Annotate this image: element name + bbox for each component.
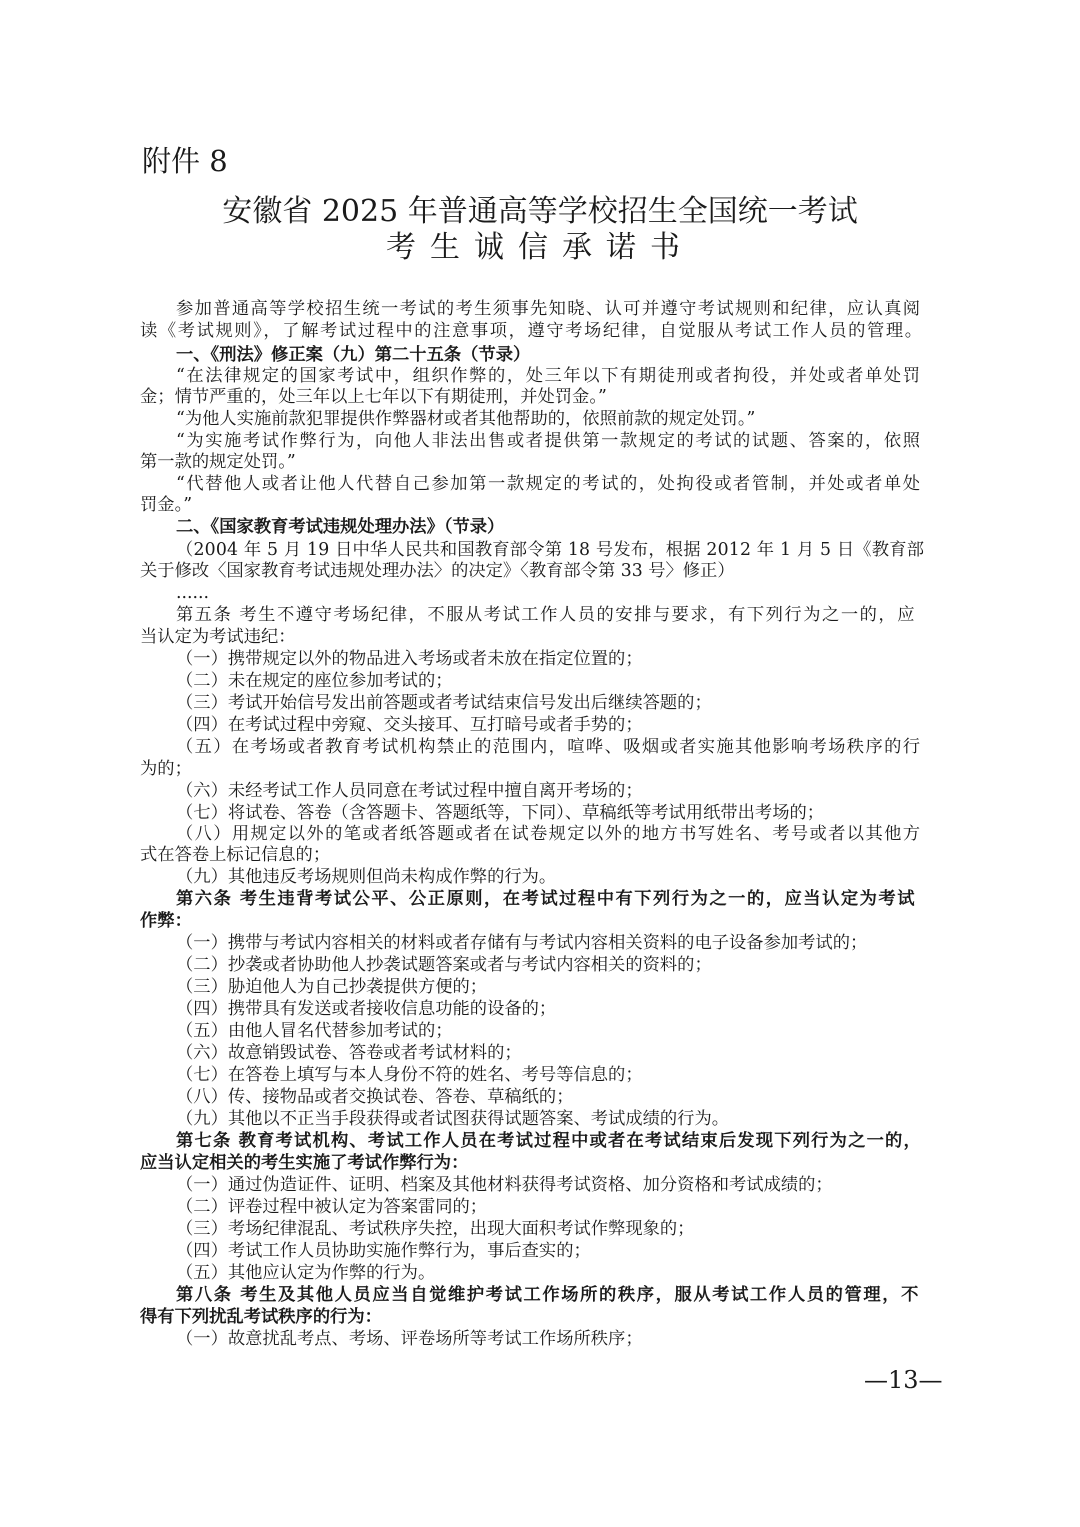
body-line: （一）通过伪造证件、证明、档案及其他材料获得考试资格、加分资格和考试成绩的； [176,1175,833,1195]
body-line: 罚金。” [140,495,193,515]
body-line: 当认定为考试违纪： [140,627,296,647]
body-line: “为他人实施前款犯罪提供作弊器材或者其他帮助的，依照前款的规定处罚。” [176,409,756,429]
body-line: 第五条 考生不遵守考场纪律，不服从考试工作人员的安排与要求，有下列行为之一的，应 [176,605,916,625]
body-line: （一）携带与考试内容相关的材料或者存储有与考试内容相关资料的电子设备参加考试的； [176,933,868,953]
body-line: （2004 年 5 月 19 日中华人民共和国教育部令第 18 号发布，根据 2012 年 1 月 5 日《教育部 [176,540,925,560]
body-line: （二）未在规定的座位参加考试的； [176,671,453,691]
body-line: 第八条 考生及其他人员应当自觉维护考试工作场所的秩序，服从考试工作人员的管理，不 [176,1285,920,1305]
body-line: 读《考试规则》，了解考试过程中的注意事项，遵守考场纪律，自觉服从考试工作人员的管理。 [140,321,924,341]
body-line: 一、《刑法》修正案（九）第二十五条（节录） [176,345,531,365]
body-line: （九）其他违反考场规则但尚未构成作弊的行为。 [176,867,557,887]
document-title-line1: 安徽省 2025 年普通高等学校招生全国统一考试 [222,194,858,229]
body-line: 二、《国家教育考试违规处理办法》（节录） [176,517,505,537]
body-line: （五）在考场或者教育考试机构禁止的范围内，喧哗、吸烟或者实施其他影响考场秩序的行 [176,737,922,757]
body-line: 金；情节严重的，处三年以上七年以下有期徒刑，并处罚金。” [140,387,607,407]
body-line: （六）故意销毁试卷、答卷或者考试材料的； [176,1043,522,1063]
body-line: （四）在考试过程中旁窥、交头接耳、互打暗号或者手势的； [176,715,643,735]
body-line: “在法律规定的国家考试中，组织作弊的，处三年以下有期徒刑或者拘役，并处或者单处罚 [176,366,922,386]
body-line: （六）未经考试工作人员同意在考试过程中擅自离开考场的； [176,781,643,801]
attachment-label: 附件 8 [142,144,228,178]
body-line: （七）在答卷上填写与本人身份不符的姓名、考号等信息的； [176,1065,643,1085]
body-line: “代替他人或者让他人代替自己参加第一款规定的考试的，处拘役或者管制，并处或者单处 [176,474,922,494]
body-line: （四）考试工作人员协助实施作弊行为，事后查实的； [176,1241,591,1261]
body-line: 应当认定相关的考生实施了考试作弊行为： [140,1153,469,1173]
body-line: 关于修改〈国家教育考试违规处理办法〉的决定》〈教育部令第 33 号〉修正） [140,561,735,581]
body-line: 得有下列扰乱考试秩序的行为： [140,1307,382,1327]
body-line: （一）故意扰乱考点、考场、评卷场所等考试工作场所秩序； [176,1329,643,1349]
body-line: （三）考试开始信号发出前答题或者考试结束信号发出后继续答题的； [176,693,712,713]
body-line: 式在答卷上标记信息的； [140,845,331,865]
body-line: （四）携带具有发送或者接收信息功能的设备的； [176,999,557,1019]
body-line: 第七条 教育考试机构、考试工作人员在考试过程中或者在考试结束后发现下列行为之一的， [176,1131,922,1151]
body-line: （九）其他以不正当手段获得或者试图获得试题答案、考试成绩的行为。 [176,1109,730,1129]
body-line: 作弊： [140,911,192,931]
body-line: （二）评卷过程中被认定为答案雷同的； [176,1197,488,1217]
document-title-line2: 考生诚信承诺书 [386,230,694,265]
body-line: （二）抄袭或者协助他人抄袭试题答案或者与考试内容相关的资料的； [176,955,712,975]
body-line: “为实施考试作弊行为，向他人非法出售或者提供第一款规定的考试的试题、答案的，依照 [176,431,922,451]
body-line: 参加普通高等学校招生统一考试的考生须事先知晓、认可并遵守考试规则和纪律，应认真阅 [176,299,922,319]
body-line: （五）其他应认定为作弊的行为。 [176,1263,436,1283]
body-line: ...... [176,583,209,603]
body-line: （一）携带规定以外的物品进入考场或者未放在指定位置的； [176,649,643,669]
body-line: （五）由他人冒名代替参加考试的； [176,1021,453,1041]
body-line: （八）用规定以外的笔或者纸答题或者在试卷规定以外的地方书写姓名、考号或者以其他方 [176,824,922,844]
body-line: （八）传、接物品或者交换试卷、答卷、草稿纸的； [176,1087,574,1107]
body-line: 第一款的规定处罚。” [140,452,296,472]
body-line: 为的； [140,759,192,779]
body-line: （三）考场纪律混乱、考试秩序失控，出现大面积考试作弊现象的； [176,1219,695,1239]
page-number: —13— [864,1366,943,1394]
body-line: 第六条 考生违背考试公平、公正原则，在考试过程中有下列行为之一的，应当认定为考试 [176,889,916,909]
body-line: （七）将试卷、答卷（含答题卡、答题纸等，下同）、草稿纸等考试用纸带出考场的； [176,803,825,823]
body-line: （三）胁迫他人为自己抄袭提供方便的； [176,977,488,997]
